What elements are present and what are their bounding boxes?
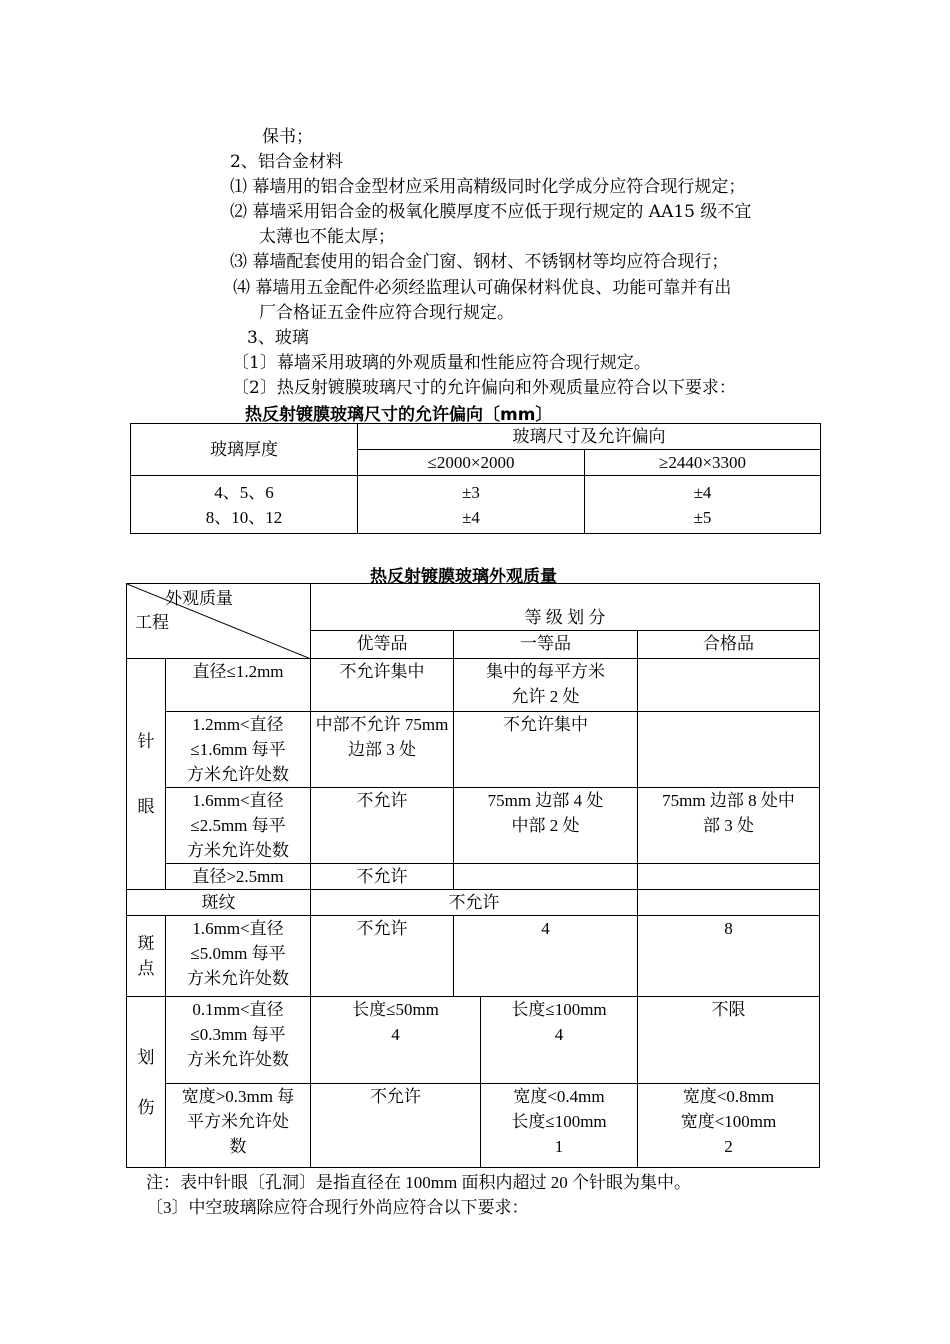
table-row: [127, 659, 820, 712]
value-cell: 8: [638, 916, 820, 997]
value-cell: [638, 864, 820, 890]
grade-qualified: 合格品: [638, 631, 820, 659]
value-cell: 不允许: [311, 916, 454, 997]
text-line: 保书；: [262, 127, 313, 147]
condition-cell: 直径≤1.2mm: [166, 659, 311, 712]
text-line: ⑶ 幕墙配套使用的铝合金门窗、钢材、不锈钢材等均应符合现行；: [230, 252, 729, 272]
value-cell: [454, 864, 638, 890]
text-line: ⑵ 幕墙采用铝合金的极氧化膜厚度不应低于现行规定的 AA15 级不宜: [230, 202, 752, 222]
deviation-cell: ±3 ±4: [358, 476, 585, 534]
table-note: 注：表中针眼〔孔洞〕是指直径在 100mm 面积内超过 20 个针眼为集中。: [146, 1173, 691, 1192]
value-cell: 75mm 边部 4 处 中部 2 处: [454, 788, 638, 864]
value-cell: 4: [454, 916, 638, 997]
condition-cell: 0.1mm<直径 ≤0.3mm 每平 方米允许处数: [166, 997, 311, 1084]
value-cell: 75mm 边部 8 处中 部 3 处: [638, 788, 820, 864]
thickness-cell: 4、5、6 8、10、12: [131, 476, 358, 534]
diag-label-item: 工程: [135, 613, 169, 632]
grade-header: 等 级 划 分: [311, 584, 820, 631]
grade-first: 一等品: [454, 631, 638, 659]
deviation-cell: ±4 ±5: [585, 476, 821, 534]
value-cell: 宽度<0.8mm 宽度<100mm 2: [638, 1084, 820, 1168]
condition-cell: 1.6mm<直径 ≤5.0mm 每平 方米允许处数: [166, 916, 311, 997]
value-cell: 不允许集中: [311, 659, 454, 712]
text-line: 〔3〕中空玻璃除应符合现行外尚应符合以下要求：: [146, 1198, 529, 1217]
header-size: 玻璃尺寸及允许偏向: [358, 424, 821, 450]
diag-label-quality: 外观质量: [165, 589, 233, 608]
header-thickness: 玻璃厚度: [131, 424, 358, 476]
grade-excellent: 优等品: [311, 631, 454, 659]
section-heading: 2、铝合金材料: [230, 152, 343, 172]
section-heading: 3、玻璃: [247, 328, 309, 348]
text-line: 〔1〕幕墙采用玻璃的外观质量和性能应符合现行规定。: [232, 353, 651, 373]
value-cell: 宽度<0.4mm 长度≤100mm 1: [481, 1084, 638, 1168]
table-row: [127, 864, 820, 890]
value-cell: [638, 890, 820, 916]
diagonal-header-cell: [127, 584, 311, 659]
pinhole-label: 针 眼: [127, 659, 166, 890]
value-cell: 集中的每平方米 允许 2 处: [454, 659, 638, 712]
header-size-large: ≥2440×3300: [585, 450, 821, 476]
text-line: 太薄也不能太厚；: [259, 227, 395, 247]
value-cell: 不允许: [311, 1084, 481, 1168]
text-line: ⑴ 幕墙用的铝合金型材应采用高精级同时化学成分应符合现行规定；: [230, 177, 746, 197]
value-cell: 不允许: [311, 890, 638, 916]
spot-label: 斑 点: [127, 916, 166, 997]
table-row: [127, 890, 820, 916]
value-cell: 中部不允许 75mm 边部 3 处: [311, 712, 454, 788]
value-cell: [638, 659, 820, 712]
value-cell: 长度≤100mm 4: [481, 997, 638, 1084]
condition-cell: 直径>2.5mm: [166, 864, 311, 890]
value-cell: 不允许: [311, 864, 454, 890]
text-line: 〔2〕热反射镀膜玻璃尺寸的允许偏向和外观质量应符合以下要求：: [232, 378, 736, 398]
value-cell: 长度≤50mm 4: [311, 997, 481, 1084]
text-line: ⑷ 幕墙用五金配件必须经监理认可确保材料优良、功能可靠并有出: [233, 278, 732, 298]
value-cell: 不限: [638, 997, 820, 1084]
text-line: 厂合格证五金件应符合现行规定。: [259, 303, 514, 323]
table-row: [127, 788, 820, 864]
value-cell: 不允许: [311, 788, 454, 864]
value-cell: 不允许集中: [454, 712, 638, 788]
appearance-quality-table: [126, 583, 820, 1168]
condition-cell: 1.6mm<直径 ≤2.5mm 每平 方米允许处数: [166, 788, 311, 864]
table-row: [127, 1084, 820, 1168]
condition-cell: 1.2mm<直径 ≤1.6mm 每平 方米允许处数: [166, 712, 311, 788]
condition-cell: 宽度>0.3mm 每 平方米允许处 数: [166, 1084, 311, 1168]
value-cell: [638, 712, 820, 788]
size-deviation-table: [130, 423, 821, 534]
table-row: [131, 476, 821, 534]
header-size-small: ≤2000×2000: [358, 450, 585, 476]
table-row: [127, 997, 820, 1084]
table-row: [127, 916, 820, 997]
table-caption: 热反射镀膜玻璃外观质量: [370, 567, 557, 587]
table-row: [127, 712, 820, 788]
scratch-label: 划 伤: [127, 997, 166, 1168]
table-caption: 热反射镀膜玻璃尺寸的允许偏向〔mm〕: [245, 405, 553, 425]
stripe-label: 斑纹: [127, 890, 311, 916]
